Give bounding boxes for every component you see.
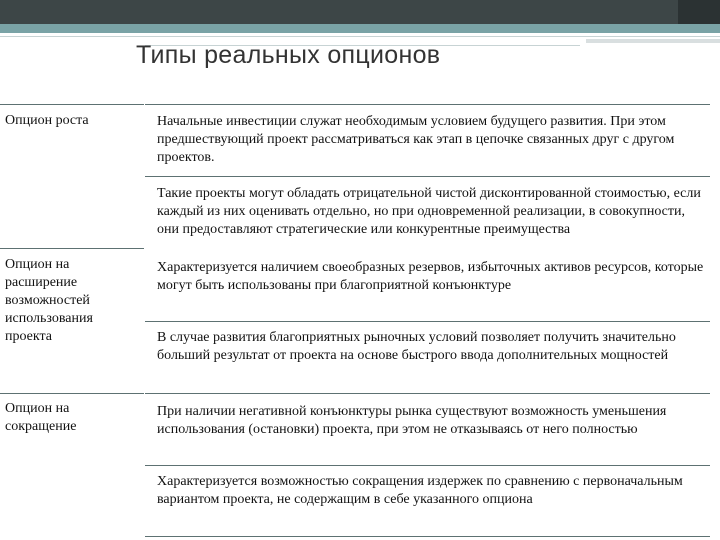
option-description: Характеризуется возможностью сокращения издержек по сравнению с первоначальным вариантом проекта, не содержащим в себе указанного опциона	[157, 474, 683, 507]
row-divider	[145, 176, 710, 177]
row-divider	[145, 321, 710, 322]
option-description: Начальные инвестиции служат необходимым условием будущего развития. При этом предшествующий проект рассматриваться как этап в цепочке связанных друг с другом проектов.	[157, 114, 675, 165]
option-label-growth: Опцион роста	[5, 113, 89, 128]
row-divider	[145, 465, 710, 466]
decor-line	[0, 36, 720, 37]
row-divider	[145, 104, 710, 105]
slide-title: Типы реальных опционов	[136, 41, 441, 69]
row-divider	[145, 536, 710, 537]
option-label-contraction: Опцион на сокращение	[5, 401, 77, 434]
row-divider	[0, 393, 144, 394]
option-label-expansion: Опцион на расширение возможностей использования проекта	[5, 257, 93, 344]
row-divider	[0, 104, 144, 105]
teal-decor-band	[0, 24, 720, 33]
top-decor-accent	[678, 0, 720, 24]
option-description: При наличии негативной конъюнктуры рынка существуют возможность уменьшения использования (остановки) проекта, при этом не отказываясь от него полностью	[157, 404, 667, 437]
top-decor-bar	[0, 0, 720, 24]
option-description: Такие проекты могут обладать отрицательной чистой дисконтированной стоимостью, если каждый из них оценивать отдельно, но при одновременной реализации, в совокупности, они предоставляют стратегические или конкурентные преимущества	[157, 186, 701, 237]
decor-line	[586, 39, 720, 43]
option-description: Характеризуется наличием своеобразных резервов, избыточных активов ресурсов, которые могут быть использованы при благоприятной конъюнктуре	[157, 260, 704, 293]
row-divider	[0, 248, 144, 249]
option-description: В случае развития благоприятных рыночных условий позволяет получить значительно больший результат от проекта на основе быстрого ввода дополнительных мощностей	[157, 330, 676, 363]
row-divider	[145, 393, 710, 394]
